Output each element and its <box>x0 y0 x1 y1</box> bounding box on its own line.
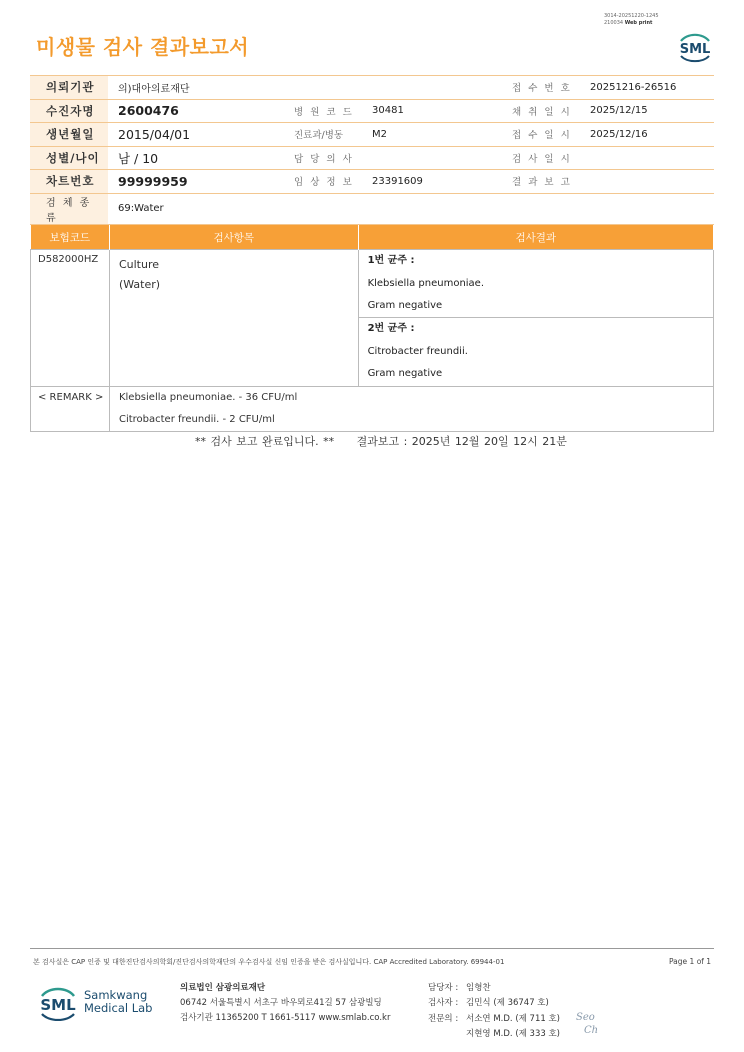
staff-info <box>428 981 560 1042</box>
hospital-code-value: 30481 <box>362 99 498 123</box>
remark-content-cell <box>109 386 713 431</box>
chart-label: 차트번호 <box>30 170 108 194</box>
manager-name: 임형찬 <box>466 983 491 993</box>
remark-label-cell <box>31 386 110 431</box>
doctor-label: 담 당 의 사 <box>280 146 362 170</box>
report-value <box>580 170 714 194</box>
strain-1-label: 1번 균주 : <box>367 255 415 266</box>
birth-label: 생년월일 <box>30 123 108 147</box>
strain-2-label: 2번 균주 : <box>367 323 415 334</box>
report-title: 미생물 검사 결과보고서 <box>36 35 250 59</box>
col-header-result: 검사결과 <box>358 225 713 250</box>
specimen-label: 검 체 종 류 <box>30 193 108 224</box>
doctor-value <box>362 146 498 170</box>
test-item-name: Culture <box>118 258 160 271</box>
collection-label: 채 취 일 시 <box>498 99 580 123</box>
insurance-code: D582000HZ <box>38 254 99 265</box>
brand-name <box>84 989 152 1015</box>
corporate-info <box>180 981 390 1026</box>
specialist-label: 전문의 : <box>428 1013 459 1024</box>
strain-1-organism: Klebsiella pneumoniae. <box>367 277 485 289</box>
tester-label: 검사자 : <box>428 998 459 1009</box>
print-code: 3014-20251220-1245 <box>604 13 659 19</box>
page-number: Page 1 of 1 <box>669 957 712 966</box>
info-row <box>30 99 714 123</box>
strain-1 <box>359 250 713 318</box>
info-row <box>30 76 714 100</box>
specialist-2: 지현영 M.D. (제 333 호) <box>466 1028 561 1039</box>
strain-2-gram: Gram negative <box>367 368 443 379</box>
signature-2: Ch <box>584 1025 599 1036</box>
footer-divider <box>30 948 714 949</box>
clinical-value: 23391609 <box>362 170 498 194</box>
logo-text: SML <box>679 42 711 57</box>
footer-logo-text: SML <box>40 996 76 1014</box>
test-item-cell <box>109 250 358 387</box>
receipt-date-label: 접 수 일 시 <box>498 123 580 147</box>
name-label: 수진자명 <box>30 99 108 123</box>
dept-label: 진료과/병동 <box>280 123 362 147</box>
brand-line-1: Samkwang <box>84 988 148 1002</box>
results-header-row <box>31 225 714 250</box>
col-header-code: 보험코드 <box>31 225 110 250</box>
corp-address: 06742 서울특별시 서초구 바우뫼로41길 57 삼광빌딩 <box>180 998 382 1008</box>
print-sub: 210034 <box>604 20 624 26</box>
sml-footer-logo-icon <box>36 982 80 1030</box>
hospital-code-label: 병 원 코 드 <box>280 99 362 123</box>
remark-line-1: Klebsiella pneumoniae. - 36 CFU/ml <box>118 391 298 403</box>
result-row <box>31 250 714 387</box>
col-header-item: 검사항목 <box>109 225 358 250</box>
requester-label: 의뢰기관 <box>30 76 108 100</box>
corp-contact: 검사기관 11365200 T 1661-5117 www.smlab.co.kr <box>180 1013 391 1023</box>
remark-line-2: Citrobacter freundii. - 2 CFU/ml <box>118 413 275 425</box>
report-label: 결 과 보 고 <box>498 170 580 194</box>
remark-row <box>31 386 714 431</box>
completion-note: ** 검사 보고 완료입니다. ** 결과보고 : 2025년 12월 20일 12시 21분 <box>195 435 567 448</box>
patient-info-table <box>30 75 714 225</box>
info-row <box>30 193 714 224</box>
strain-1-gram: Gram negative <box>367 300 443 311</box>
specimen-value: 69:Water <box>108 193 714 224</box>
receipt-no-label: 접 수 번 호 <box>498 76 580 100</box>
manager-label: 담당자 : <box>428 983 459 993</box>
sex-age-value: 남 / 10 <box>108 146 280 170</box>
receipt-date-value: 2025/12/16 <box>580 123 714 147</box>
results-table <box>30 225 714 432</box>
print-label: Web print <box>624 20 653 26</box>
name-value: 2600476 <box>108 99 280 123</box>
signature-1: Seo <box>576 1012 595 1023</box>
strain-2-organism: Citrobacter freundii. <box>367 345 468 357</box>
print-meta <box>604 13 659 27</box>
corp-name: 의료법인 삼광의료재단 <box>180 983 266 993</box>
certification-text: 본 검사실은 CAP 인증 및 대한진단검사의학회/진단검사의학재단의 우수검사실 신임 인증을 받은 검사실입니다. CAP Accredited Laboratory. 69944-01 <box>33 958 505 966</box>
dept-value: M2 <box>362 123 498 147</box>
strain-2 <box>359 318 713 386</box>
specialist-1: 서소연 M.D. (제 711 호) <box>466 1013 561 1024</box>
requester-value: 의)대아의료재단 <box>108 76 498 100</box>
test-result-cell <box>358 250 713 387</box>
chart-value: 99999959 <box>108 170 280 194</box>
clinical-label: 임 상 정 보 <box>280 170 362 194</box>
tester-name: 김민식 (제 36747 호) <box>466 998 549 1009</box>
signature-image <box>576 1011 598 1037</box>
sml-logo-icon <box>676 29 714 69</box>
info-row <box>30 170 714 194</box>
birth-value: 2015/04/01 <box>108 123 280 147</box>
test-date-label: 검 사 일 시 <box>498 146 580 170</box>
info-row <box>30 146 714 170</box>
brand-line-2: Medical Lab <box>84 1001 153 1015</box>
collection-value: 2025/12/15 <box>580 99 714 123</box>
test-date-value <box>580 146 714 170</box>
sex-age-label: 성별/나이 <box>30 146 108 170</box>
test-item-sub: (Water) <box>118 278 161 291</box>
receipt-no-value: 20251216-26516 <box>580 76 714 100</box>
insurance-code-cell <box>31 250 110 387</box>
info-row <box>30 123 714 147</box>
remark-label: < REMARK > <box>38 391 104 403</box>
